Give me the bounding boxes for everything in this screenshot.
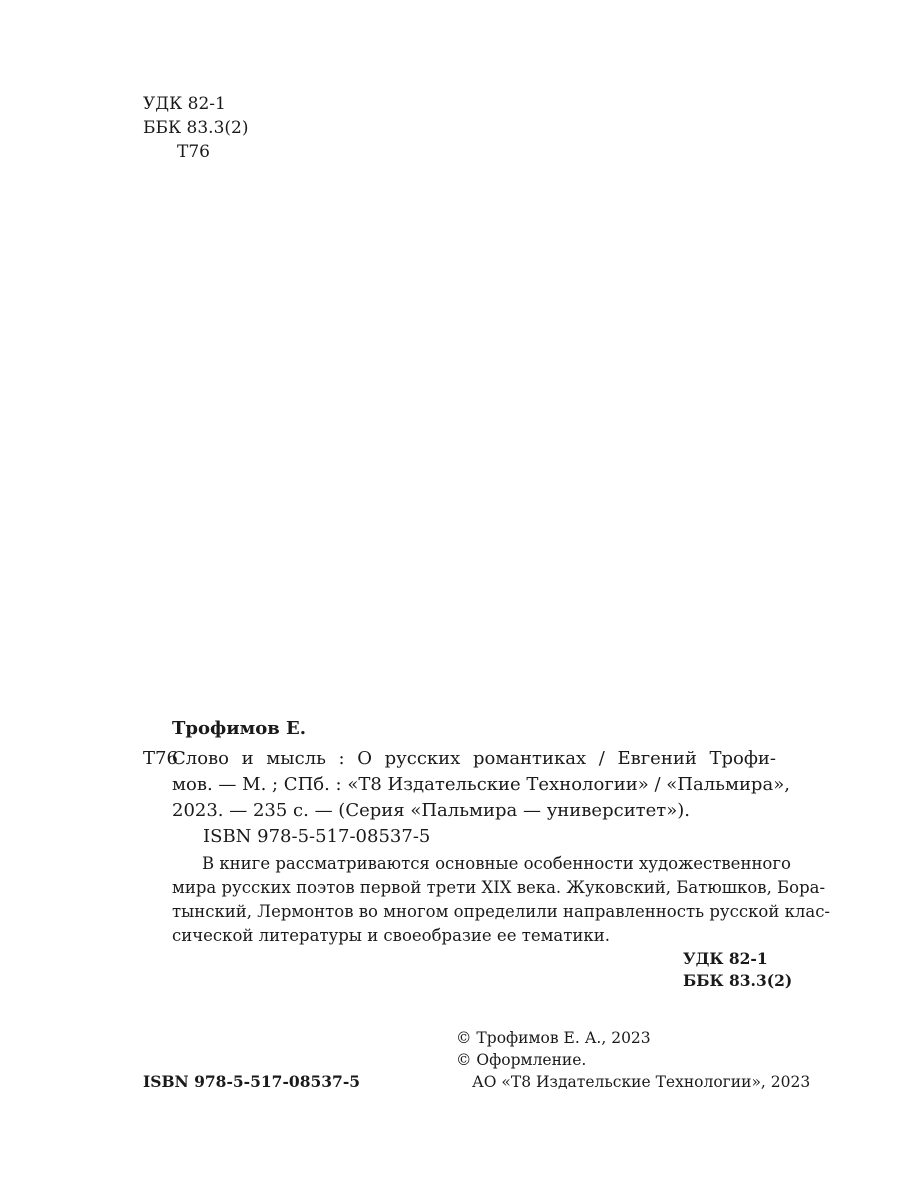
annotation-line: В книге рассматриваются основные особенности художественного <box>202 854 791 873</box>
footer-isbn: ISBN 978-5-517-08537-5 <box>143 1072 361 1091</box>
annotation <box>172 852 831 948</box>
copyright-block <box>456 1027 810 1093</box>
copyright-design: © Оформление. <box>456 1051 587 1069</box>
biblio-line: 2023. — 235 с. — (Серия «Пальмира — университет»). <box>172 800 691 821</box>
top-bbk-code: ББК 83.3(2) <box>143 118 249 138</box>
card-udk-code: УДК 82-1 <box>683 949 768 968</box>
author-heading: Трофимов Е. <box>172 718 306 739</box>
top-classification-codes <box>143 92 248 164</box>
annotation-line: мира русских поэтов первой трети XIX века. Жуковский, Батюшков, Бора- <box>172 878 826 897</box>
copyright-author: © Трофимов Е. А., 2023 <box>456 1029 651 1047</box>
card-isbn: ISBN 978-5-517-08537-5 <box>203 826 431 847</box>
annotation-line: сической литературы и своеобразие ее тематики. <box>172 926 610 945</box>
copyright-publisher: АО «Т8 Издательские Технологии», 2023 <box>472 1073 811 1091</box>
top-udk-code: УДК 82-1 <box>143 94 226 114</box>
top-author-mark: Т76 <box>177 142 210 162</box>
bibliographic-description <box>172 746 790 824</box>
annotation-line: тынский, Лермонтов во многом определили направленность русской клас- <box>172 902 831 921</box>
card-classification-codes <box>683 948 792 992</box>
card-author-mark: Т76 <box>143 748 178 769</box>
card-bbk-code: ББК 83.3(2) <box>683 971 793 990</box>
biblio-line: Слово и мысль : О русских романтиках / Евгений Трофи- <box>172 748 776 769</box>
biblio-line: мов. — М. ; СПб. : «Т8 Издательские Технологии» / «Пальмира», <box>172 774 790 795</box>
